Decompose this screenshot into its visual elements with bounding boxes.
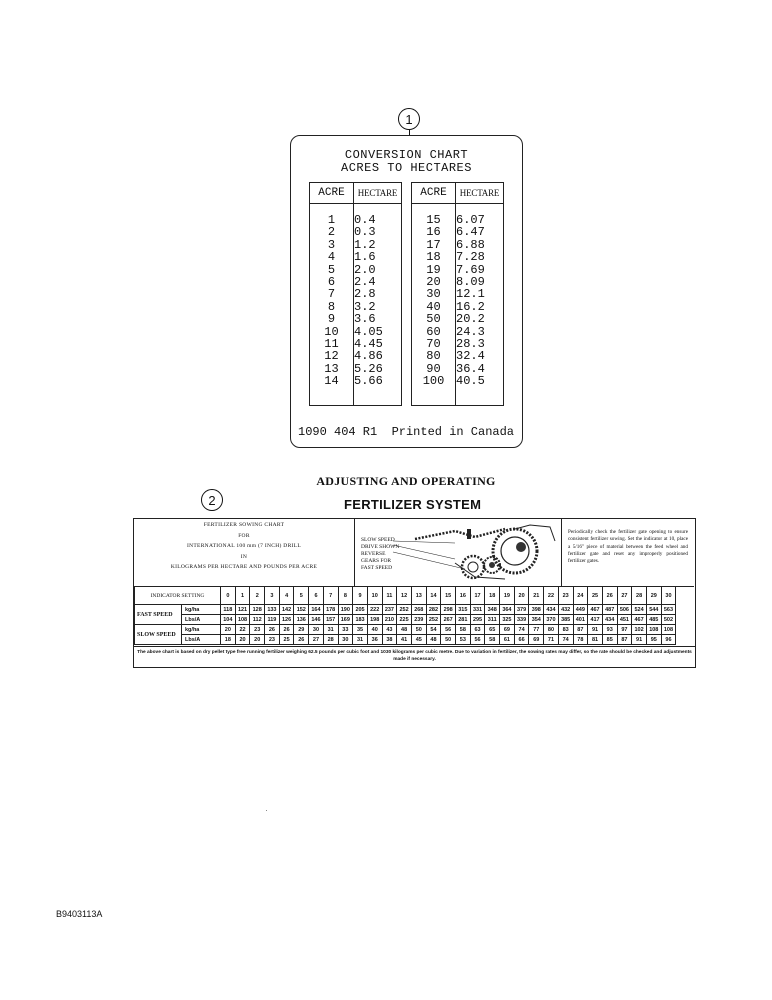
rate-value: 267: [441, 615, 456, 625]
conversion-value: 4.05: [354, 324, 383, 339]
conversion-table-left: [309, 182, 402, 406]
table-row: [135, 635, 676, 645]
setting-value: 9: [353, 587, 368, 605]
conversion-value: 15: [426, 213, 441, 227]
setting-value: 23: [558, 587, 573, 605]
rate-value: 108: [661, 625, 676, 635]
rate-value: 434: [544, 605, 559, 615]
rate-value: 45: [411, 635, 426, 645]
conversion-value: 12: [324, 349, 339, 364]
rate-value: 50: [441, 635, 456, 645]
unit-label: kg/ha: [182, 625, 221, 635]
rate-value: 451: [617, 615, 632, 625]
conversion-chart-subtitle: ACRES TO HECTARES: [341, 161, 472, 175]
rate-value: 401: [573, 615, 588, 625]
table-row: [135, 605, 676, 615]
conversion-value: 16: [426, 225, 441, 240]
illustration-label-line: FAST SPEED: [361, 565, 393, 571]
rate-value: 27: [309, 635, 324, 645]
unit-label: Lbs/A: [182, 615, 221, 625]
conversion-value: 16.2: [456, 299, 485, 314]
rate-value: 69: [529, 635, 544, 645]
setting-value: 24: [573, 587, 588, 605]
header-acre: ACRE: [310, 183, 354, 204]
rate-value: 239: [411, 615, 426, 625]
rate-value: 20: [235, 635, 250, 645]
printed-in: Printed in Canada: [391, 425, 514, 439]
rate-value: 50: [411, 625, 426, 635]
rate-value: 398: [529, 605, 544, 615]
rate-value: 53: [456, 635, 471, 645]
heading-line: INTERNATIONAL 100 mm (7 INCH) DRILL: [186, 543, 302, 549]
rate-value: 38: [382, 635, 397, 645]
rate-value: 36: [367, 635, 382, 645]
conversion-value: 14: [324, 374, 339, 389]
rate-value: 339: [514, 615, 529, 625]
rate-value: 95: [646, 635, 661, 645]
rate-value: 169: [338, 615, 353, 625]
setting-value: 8: [338, 587, 353, 605]
illustration-label-line: SLOW SPEED: [361, 537, 395, 543]
setting-value: 25: [588, 587, 603, 605]
rate-value: 118: [221, 605, 236, 615]
card-footer: [298, 425, 514, 439]
rate-value: 281: [456, 615, 471, 625]
setting-value: 18: [485, 587, 500, 605]
rate-value: 563: [661, 605, 676, 615]
setting-value: 26: [602, 587, 617, 605]
illustration-label-line: GEARS FOR: [361, 558, 392, 564]
rate-value: 354: [529, 615, 544, 625]
gear-illustration-panel: [355, 519, 562, 586]
conversion-value: 1.2: [354, 237, 376, 252]
rate-value: 65: [485, 625, 500, 635]
speed-label: FAST SPEED: [135, 605, 182, 625]
conversion-value: 7.28: [456, 250, 485, 265]
setting-value: 16: [456, 587, 471, 605]
drive-gear-illustration-icon: [355, 519, 561, 586]
rate-value: 41: [397, 635, 412, 645]
rate-value: 364: [500, 605, 515, 615]
rate-value: 80: [544, 625, 559, 635]
rate-value: 325: [500, 615, 515, 625]
rate-value: 348: [485, 605, 500, 615]
conversion-value: 32.4: [456, 349, 485, 364]
heading-line: KILOGRAMS PER HECTARE AND POUNDS PER ACRE: [170, 564, 318, 570]
rate-value: 370: [544, 615, 559, 625]
setting-value: 11: [382, 587, 397, 605]
callout-2-label: 2: [208, 492, 216, 508]
heading-line: FOR: [238, 532, 250, 539]
conversion-value: 20.2: [456, 312, 485, 327]
setting-value: 27: [617, 587, 632, 605]
conversion-value: 1.6: [354, 250, 376, 265]
rate-value: 77: [529, 625, 544, 635]
conversion-value: 3: [327, 237, 336, 252]
section-title-adjusting: ADJUSTING AND OPERATING: [316, 474, 496, 488]
conversion-value: 5.26: [354, 361, 383, 376]
rate-value: 33: [338, 625, 353, 635]
rate-value: 104: [221, 615, 236, 625]
rate-value: 268: [411, 605, 426, 615]
conversion-value: 24.3: [456, 324, 485, 339]
rate-value: 133: [265, 605, 280, 615]
setting-value: 3: [265, 587, 280, 605]
conversion-value: 60: [426, 324, 441, 339]
rate-value: 30: [338, 635, 353, 645]
conversion-value: 4.86: [354, 349, 383, 364]
rate-value: 93: [602, 625, 617, 635]
rate-value: 205: [353, 605, 368, 615]
rate-value: 282: [426, 605, 441, 615]
conversion-chart-title: CONVERSION CHART: [344, 148, 469, 162]
table-row: [135, 625, 676, 635]
rate-value: 142: [279, 605, 294, 615]
rate-value: 66: [514, 635, 529, 645]
rate-value: 74: [558, 635, 573, 645]
rate-value: 35: [353, 625, 368, 635]
rate-value: 315: [456, 605, 471, 615]
rate-value: 22: [235, 625, 250, 635]
conversion-value: 5: [327, 262, 336, 277]
rate-value: 28: [323, 635, 338, 645]
unit-label: kg/ha: [182, 605, 221, 615]
conversion-value: 18: [426, 250, 441, 265]
conversion-chart-card: [290, 135, 523, 448]
rate-value: 152: [294, 605, 309, 615]
callout-2: [201, 489, 223, 511]
rate-value: 83: [558, 625, 573, 635]
rate-value: 78: [573, 635, 588, 645]
rate-value: 157: [323, 615, 338, 625]
rate-value: 18: [221, 635, 236, 645]
rate-value: 544: [646, 605, 661, 615]
rate-value: 48: [397, 625, 412, 635]
rate-value: 237: [382, 605, 397, 615]
speed-label: SLOW SPEED: [135, 625, 182, 645]
scan-speck: [266, 810, 267, 811]
part-number: 1090 404 R1: [298, 425, 378, 439]
rate-value: 222: [367, 605, 382, 615]
rate-value: 102: [632, 625, 647, 635]
conversion-value: 13: [324, 361, 339, 376]
header-hectare: HECTARE: [354, 183, 402, 204]
conversion-value: 40.5: [456, 374, 485, 389]
rate-value: 25: [279, 635, 294, 645]
rate-value: 190: [338, 605, 353, 615]
unit-label: Lbs/A: [182, 635, 221, 645]
conversion-value: 36.4: [456, 361, 485, 376]
conversion-value: 4.45: [354, 336, 383, 351]
rate-value: 26: [279, 625, 294, 635]
rate-value: 97: [617, 625, 632, 635]
setting-value: 14: [426, 587, 441, 605]
rate-value: 71: [544, 635, 559, 645]
setting-value: 0: [221, 587, 236, 605]
rate-value: 449: [573, 605, 588, 615]
fertilizer-instructions: Periodically check the fertilizer gate opening to ensure consistent fertilizer sowing. Set the indicator at 10, place a 5/16" piece of material between the feed wheel and fertilizer gate and reset any improperly positioned fertilizer gates.: [568, 529, 688, 565]
rate-value: 56: [441, 625, 456, 635]
rate-value: 385: [558, 615, 573, 625]
conversion-value: 70: [426, 336, 441, 351]
rate-value: 48: [426, 635, 441, 645]
heading-line: IN: [240, 553, 248, 560]
rate-value: 26: [294, 635, 309, 645]
rate-value: 121: [235, 605, 250, 615]
rate-value: 30: [309, 625, 324, 635]
rate-value: 485: [646, 615, 661, 625]
rate-value: 178: [323, 605, 338, 615]
rate-value: 31: [353, 635, 368, 645]
rate-value: 146: [309, 615, 324, 625]
rate-value: 58: [485, 635, 500, 645]
conversion-value: 6: [327, 274, 336, 289]
rate-value: 91: [632, 635, 647, 645]
rate-value: 252: [397, 605, 412, 615]
hectare-column: [456, 204, 503, 405]
conversion-value: 3.2: [354, 299, 376, 314]
conversion-value: 2.8: [354, 287, 376, 302]
rate-value: 506: [617, 605, 632, 615]
rate-value: 128: [250, 605, 265, 615]
conversion-value: 80: [426, 349, 441, 364]
conversion-value: 2.0: [354, 262, 376, 277]
conversion-value: 0.4: [354, 213, 376, 227]
rate-value: 61: [500, 635, 515, 645]
header-hectare: HECTARE: [456, 183, 504, 204]
conversion-value: 5.66: [354, 374, 383, 389]
conversion-value: 2.4: [354, 274, 376, 289]
rate-value: 26: [265, 625, 280, 635]
setting-value: 21: [529, 587, 544, 605]
conversion-value: 0.3: [354, 225, 376, 240]
conversion-value: 12.1: [456, 287, 485, 302]
fertilizer-rate-table: [134, 586, 676, 645]
conversion-value: 40: [426, 299, 441, 314]
conversion-value: 4: [327, 250, 336, 265]
setting-value: 28: [632, 587, 647, 605]
conversion-value: 6.47: [456, 225, 485, 240]
rate-value: 108: [646, 625, 661, 635]
rate-value: 210: [382, 615, 397, 625]
rate-value: 23: [250, 625, 265, 635]
fertilizer-chart-note: The above chart is based on dry pellet type free running fertilizer weighing 62.5 pounds per cubic foot and 1030 kilograms per cubic metre. Due to variation in fertilizer, the sowing rates may differ, so the rate should be checked and adjustments made if necessary.: [134, 646, 695, 667]
illustration-label-line: REVERSE: [361, 551, 386, 557]
figure-code: B9403113A: [56, 909, 103, 919]
conversion-value: 10: [324, 324, 339, 339]
conversion-value: 7.69: [456, 262, 485, 277]
rate-value: 331: [470, 605, 485, 615]
rate-value: 119: [265, 615, 280, 625]
indicator-setting-label: INDICATOR SETTING: [135, 587, 221, 605]
conversion-value: 17: [426, 237, 441, 252]
rate-value: 40: [367, 625, 382, 635]
setting-value: 20: [514, 587, 529, 605]
rate-value: 252: [426, 615, 441, 625]
rate-value: 20: [221, 625, 236, 635]
conversion-value: 7: [327, 287, 336, 302]
rate-value: 467: [588, 605, 603, 615]
rate-value: 85: [602, 635, 617, 645]
heading-line: FERTILIZER SOWING CHART: [203, 522, 285, 528]
conversion-value: 11: [324, 336, 339, 351]
rate-value: 502: [661, 615, 676, 625]
rate-value: 20: [250, 635, 265, 645]
setting-value: 2: [250, 587, 265, 605]
indicator-setting-row: [135, 587, 676, 605]
setting-value: 4: [279, 587, 294, 605]
acre-column: [310, 204, 353, 405]
callout-1-label: 1: [405, 111, 413, 127]
fertilizer-chart-header: [134, 519, 694, 587]
rate-value: 74: [514, 625, 529, 635]
rate-value: 183: [353, 615, 368, 625]
setting-value: 29: [646, 587, 661, 605]
table-row: [135, 615, 676, 625]
rate-value: 311: [485, 615, 500, 625]
illustration-label-line: DRIVE SHOWN: [361, 544, 400, 550]
rate-value: 467: [632, 615, 647, 625]
conversion-value: 100: [422, 374, 445, 389]
rate-value: 164: [309, 605, 324, 615]
rate-value: 379: [514, 605, 529, 615]
rate-value: 23: [265, 635, 280, 645]
conversion-value: 20: [426, 274, 441, 289]
conversion-value: 6.07: [456, 213, 485, 227]
setting-value: 6: [309, 587, 324, 605]
rate-value: 298: [441, 605, 456, 615]
rate-value: 225: [397, 615, 412, 625]
rate-value: 54: [426, 625, 441, 635]
rate-value: 69: [500, 625, 515, 635]
rate-value: 524: [632, 605, 647, 615]
conversion-table-right: [411, 182, 504, 406]
rate-value: 31: [323, 625, 338, 635]
fertilizer-chart-heading: [134, 519, 355, 586]
rate-value: 432: [558, 605, 573, 615]
conversion-value: 2: [327, 225, 336, 240]
conversion-value: 1: [327, 213, 336, 227]
rate-value: 91: [588, 625, 603, 635]
conversion-value: 50: [426, 312, 441, 327]
header-acre: ACRE: [412, 183, 456, 204]
conversion-value: 28.3: [456, 336, 485, 351]
rate-value: 56: [470, 635, 485, 645]
conversion-value: 90: [426, 361, 441, 376]
rate-value: 198: [367, 615, 382, 625]
setting-value: 30: [661, 587, 676, 605]
setting-value: 7: [323, 587, 338, 605]
setting-value: 22: [544, 587, 559, 605]
setting-value: 12: [397, 587, 412, 605]
conversion-value: 19: [426, 262, 441, 277]
setting-value: 13: [411, 587, 426, 605]
conversion-value: 6.88: [456, 237, 485, 252]
setting-value: 10: [367, 587, 382, 605]
rate-value: 417: [588, 615, 603, 625]
rate-value: 87: [573, 625, 588, 635]
section-title-fertilizer: FERTILIZER SYSTEM: [344, 497, 482, 512]
rate-value: 487: [602, 605, 617, 615]
rate-value: 295: [470, 615, 485, 625]
rate-value: 136: [294, 615, 309, 625]
conversion-value: 8.09: [456, 274, 485, 289]
conversion-value: 3.6: [354, 312, 376, 327]
rate-value: 63: [470, 625, 485, 635]
setting-value: 15: [441, 587, 456, 605]
setting-value: 1: [235, 587, 250, 605]
callout-1: [398, 108, 420, 130]
rate-value: 43: [382, 625, 397, 635]
rate-value: 96: [661, 635, 676, 645]
hectare-column: [354, 204, 401, 405]
rate-value: 126: [279, 615, 294, 625]
rate-value: 81: [588, 635, 603, 645]
setting-value: 19: [500, 587, 515, 605]
conversion-value: 30: [426, 287, 441, 302]
conversion-value: 8: [327, 299, 336, 314]
conversion-value: 9: [327, 312, 336, 327]
fertilizer-sowing-chart: [133, 518, 696, 668]
setting-value: 17: [470, 587, 485, 605]
rate-value: 434: [602, 615, 617, 625]
rate-value: 87: [617, 635, 632, 645]
rate-value: 29: [294, 625, 309, 635]
setting-value: 5: [294, 587, 309, 605]
rate-value: 108: [235, 615, 250, 625]
rate-value: 112: [250, 615, 265, 625]
rate-value: 58: [456, 625, 471, 635]
acre-column: [412, 204, 455, 405]
